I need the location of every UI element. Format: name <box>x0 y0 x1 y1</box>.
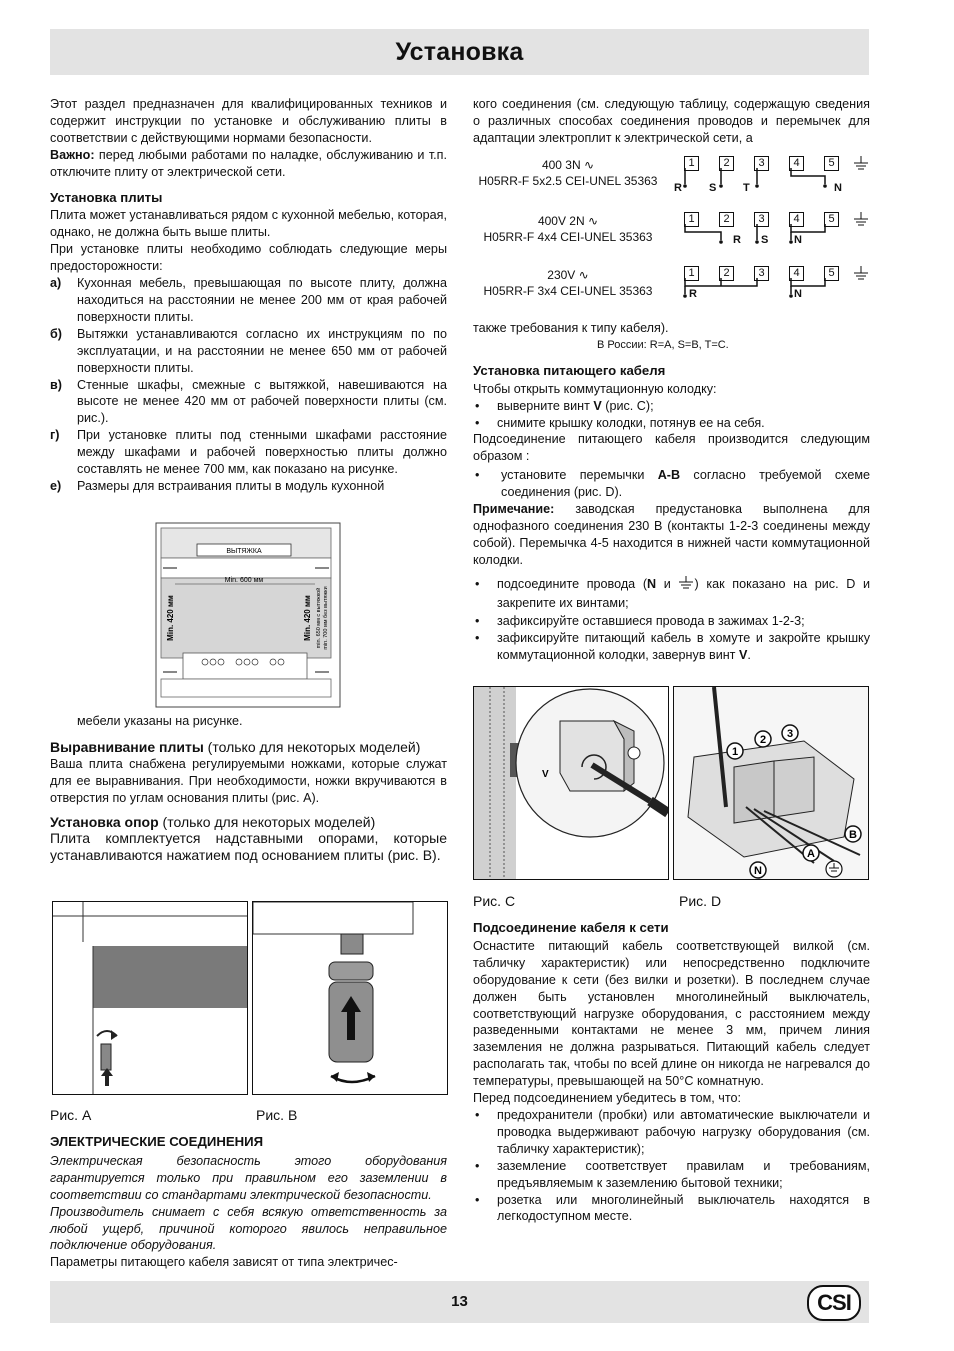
terminal-box: 5 <box>824 212 839 227</box>
terminal-box: 2 <box>719 212 734 227</box>
terminal-box: 3 <box>754 266 769 281</box>
left-column-lower <box>50 713 447 864</box>
list-item <box>473 1107 870 1158</box>
voltage-label: 230V <box>547 268 576 282</box>
terminal-box: 4 <box>789 156 804 171</box>
text-part: А-В <box>657 468 681 483</box>
electric-section <box>50 1134 447 1271</box>
list-item <box>473 630 870 664</box>
terminal-box: 1 <box>684 212 699 227</box>
cable-requirement: также требования к типу кабеля). <box>473 321 669 335</box>
fig-b-caption: Рис. В <box>256 1107 298 1123</box>
text-part: ) как показано на рис. D и закрепите их винтами; <box>497 576 871 610</box>
installation-diagram <box>155 522 341 708</box>
net-p1: Оснастите питающий кабель соответствующей вилкой (см. табличку характеристик) или непосредственно подключите оборудование к сети (без вилки и розетки). В последнем случае должен быть установлен многолинейный выключатель, соответствующий нагрузке оборудования, с расстоянием между разведенными контактами не менее 3 мм, причем линия заземления не должна разрываться. Питающий кабель следует располагать так, чтобы по всей длине он никогда не нагревался до температуры, превышающей на 50°С комнатную. <box>473 938 870 1089</box>
list-item <box>473 1158 870 1192</box>
ac-wave-icon: ∿ <box>578 268 589 282</box>
wiring-row <box>473 210 870 258</box>
text-part: подсоедините провода ( <box>497 576 648 591</box>
min-650-label: min. 650 мм с вытяжкой <box>316 587 322 649</box>
text-part: согласно требуемой схеме соединения (рис. D). <box>501 468 870 500</box>
furniture-tail: мебели указаны на рисунке. <box>77 714 243 728</box>
wire-label: N <box>794 288 802 300</box>
min-420-left-label: Min. 420 мм <box>166 595 175 641</box>
level-text: Ваша плита снабжена регулируемыми ножками, которые служат для ее выравнивания. При необходимости, ножки вкручиваются в отверстия по углам основания плиты (рис. А). <box>50 756 447 805</box>
min-700-label: min. 700 мм без вытяжки <box>323 586 329 650</box>
wire-label: S <box>709 182 717 194</box>
terminal-box: 2 <box>719 156 734 171</box>
list-text: заземление соответствует правилам и требованиям, предъявляемым к заземлению бытовой техники; <box>497 1158 870 1190</box>
list-item <box>473 467 870 501</box>
footer-bar <box>50 1281 869 1323</box>
wire-label: R <box>674 182 682 194</box>
voltage-label: 400 3N <box>541 158 581 172</box>
terminal-box: 5 <box>824 156 839 171</box>
level-heading-line <box>50 739 447 756</box>
list-text <box>497 398 870 415</box>
cable-label: H05RR-F 3x4 CEI-UNEL 35363 <box>483 284 653 298</box>
list-text: Кухонная мебель, превышающая по высоте плиту, должна находиться на расстоянии не менее 200 мм от края рабочей поверхности плиты. <box>77 276 447 324</box>
electric-italic-2: Производитель снимает с себя всякую ответственность за любой ущерб, причиной которого явилось неправильное подключение оборудования. <box>50 1204 447 1253</box>
list-item <box>50 427 447 478</box>
wire-label: R <box>689 288 697 300</box>
voltage-label: 400V 2N <box>537 214 585 228</box>
earth-icon <box>826 861 842 877</box>
wire-label: T <box>743 182 750 194</box>
fig-d-label: 3 <box>786 728 794 740</box>
wire-label: N <box>834 182 842 194</box>
terminal-diagram <box>681 154 871 202</box>
note-label: Примечание: <box>473 502 555 517</box>
list-text <box>497 575 870 613</box>
wiring-label <box>473 267 663 299</box>
list-marker: б) <box>50 326 62 341</box>
figure-d <box>673 686 869 880</box>
bullet: • <box>475 415 480 430</box>
csi-logo: CSI <box>807 1285 861 1321</box>
cable-label: H05RR-F 4x4 CEI-UNEL 35363 <box>483 230 653 244</box>
right-column-top <box>473 96 870 147</box>
terminal-box: 4 <box>789 266 804 281</box>
terminal-box: 5 <box>824 266 839 281</box>
text-part: зафиксируйте питающий кабель в хомуте и закройте крышку коммутационной колодки, завернув винт <box>497 630 870 662</box>
min-600-label: Min. 600 мм <box>224 577 264 584</box>
text-part: V <box>593 398 602 413</box>
figure-c <box>473 686 669 880</box>
install-p1: Плита может устанавливаться рядом с кухонной мебелью, которая, однако, не должна быть выше плиты. <box>50 208 447 240</box>
figure-a <box>52 901 248 1095</box>
bullet: • <box>475 1192 480 1207</box>
list-item <box>50 377 447 428</box>
terminal-box: 1 <box>684 156 699 171</box>
terminal-box: 3 <box>754 156 769 171</box>
install-p2: При установке плиты необходимо соблюдать следующие меры предосторожности: <box>50 242 447 274</box>
list-text: снимите крышку колодки, потянув ее на себя. <box>497 415 765 430</box>
header-bar <box>50 29 869 75</box>
wiring-label <box>473 157 663 189</box>
list-text <box>497 467 870 501</box>
list-marker: а) <box>50 276 62 291</box>
list-item <box>473 1192 870 1226</box>
bullet: • <box>475 613 480 628</box>
fig-c-caption: Рис. С <box>473 893 516 909</box>
power-p1: Чтобы открыть коммутационную колодку: <box>473 381 717 396</box>
bullet: • <box>475 1107 480 1122</box>
supports-note: (только для некоторых моделей) <box>158 813 376 830</box>
list-item <box>473 415 870 432</box>
wire-label: S <box>761 234 769 246</box>
fig-d-label: 2 <box>759 734 767 746</box>
terminal-box: 3 <box>754 212 769 227</box>
bullet: • <box>475 1158 480 1173</box>
russia-note: В России: R=A, S=B, T=C. <box>597 338 729 351</box>
install-heading: Установка плиты <box>50 189 163 205</box>
figure-c-illustration <box>474 687 668 879</box>
supports-text: Плита комплектуется надставными опорами, которые устанавливаются нажатием под основанием плиты (рис. В). <box>50 830 447 864</box>
supports-heading-line <box>50 814 447 831</box>
list-item <box>50 275 447 326</box>
fig-d-label: B <box>849 829 857 841</box>
power-p2: Подсоединение питающего кабеля производится следующим образом : <box>473 432 870 464</box>
note-paragraph <box>473 501 870 569</box>
ac-wave-icon: ∿ <box>583 158 595 172</box>
earth-icon <box>854 156 868 169</box>
fig-d-caption: Рис. D <box>679 893 722 909</box>
list-marker: в) <box>50 377 62 392</box>
text-part: выверните винт <box>497 398 594 413</box>
terminal-box: 4 <box>789 212 804 227</box>
figure-a-illustration <box>53 902 247 1094</box>
terminal-diagram <box>681 264 871 312</box>
text-part: установите перемычки <box>501 468 658 483</box>
fig-d-label: 1 <box>731 746 739 758</box>
earth-icon <box>854 266 868 279</box>
text-part: N <box>647 576 657 591</box>
list-item <box>473 613 870 630</box>
hood-label: ВЫТЯЖКА <box>226 548 262 555</box>
level-note: (только для некоторых моделей) <box>203 738 421 755</box>
wire-label: R <box>733 234 741 246</box>
list-item <box>473 398 870 415</box>
electric-italic-1: Электрическая безопасность этого оборудования гарантируется только при правильном его заземлении в соответствии со стандартами электрической безопасности. <box>50 1153 447 1202</box>
min-420-right-label: Min. 420 мм <box>303 595 312 641</box>
fig-a-caption: Рис. А <box>50 1107 92 1123</box>
wiring-row <box>473 264 870 312</box>
figure-b <box>252 901 448 1095</box>
text-part: V <box>738 647 748 662</box>
level-heading: Выравнивание плиты <box>50 738 204 755</box>
bullet: • <box>475 630 480 645</box>
list-text <box>497 630 870 664</box>
terminal-box: 1 <box>684 266 699 281</box>
fig-c-v-label: V <box>542 769 549 780</box>
list-text: предохранители (пробки) или автоматические выключатели и проводка выдерживают рабочую нагрузку оборудования (см. табличку характеристик); <box>497 1107 870 1156</box>
note-text: заводская предустановка выполнена для однофазного соединения 230 В (контакты 1-2-3 соединены между собой). Перемычка 4-5 находится в нижней части коммутационной колодки. <box>473 502 870 567</box>
power-heading: Установка питающего кабеля <box>473 362 666 378</box>
cable-label: H05RR-F 5x2.5 CEI-UNEL 35363 <box>478 174 658 188</box>
list-text: Стенные шкафы, смежные с вытяжкой, навешиваются на высоте не менее 420 мм от рабочей поверхности плиты (см. рис.). <box>77 377 447 426</box>
net-p2: Перед подсоединением убедитесь в том, что: <box>473 1091 741 1106</box>
important-paragraph <box>50 147 447 181</box>
wiring-row <box>473 154 870 202</box>
earth-icon <box>854 212 868 225</box>
intro-text: Этот раздел предназначен для квалифицированных техников и содержит инструкции по установке и обслуживанию плиты в соответствии с действующими нормами безопасности. <box>50 97 447 145</box>
fig-d-label: A <box>807 848 815 860</box>
page-number: 13 <box>451 1293 468 1310</box>
fig-d-label: N <box>754 865 762 877</box>
left-column <box>50 96 447 495</box>
figure-d-illustration <box>674 687 868 879</box>
list-text: розетка или многолинейный выключатель находятся в легкодоступном месте. <box>497 1192 870 1224</box>
right-column-main <box>473 320 870 663</box>
wiring-table <box>473 154 870 310</box>
bullet: • <box>475 576 480 591</box>
network-section <box>473 920 870 1225</box>
list-item <box>50 478 447 495</box>
earth-icon <box>678 576 694 590</box>
bullet: • <box>475 468 480 483</box>
list-text: Размеры для встраивания плиты в модуль кухонной <box>77 478 385 493</box>
terminal-box: 2 <box>719 266 734 281</box>
text-part: . <box>747 647 751 662</box>
text-part: (рис. С); <box>601 398 654 413</box>
bullet: • <box>475 398 480 413</box>
important-text: перед любыми работами по наладке, обслуживанию и т.п. отключите плиту от электрической сети. <box>50 147 448 179</box>
terminal-diagram <box>681 210 871 258</box>
right-continuation: кого соединения (см. следующую таблицу, содержащую сведения о различных способах соединения проводов и перемычек для адаптации электроплит к электрической сети, а <box>473 97 870 145</box>
page-title: Установка <box>395 37 524 66</box>
list-item <box>473 575 870 613</box>
electric-heading: ЭЛЕКТРИЧЕСКИЕ СОЕДИНЕНИЯ <box>50 1134 264 1149</box>
list-text: Вытяжки устанавливаются согласно их инструкциям по по эксплуатации, и на расстоянии не менее 650 мм от рабочей поверхности плиты. <box>77 326 447 375</box>
wiring-label <box>473 213 663 245</box>
figure-b-illustration <box>253 902 447 1094</box>
net-heading: Подсоединение кабеля к сети <box>473 920 669 935</box>
electric-paragraph: Параметры питающего кабеля зависят от типа электричес- <box>50 1255 398 1270</box>
wire-label: N <box>794 234 802 246</box>
supports-heading: Установка опор <box>50 813 159 830</box>
important-label: Важно: <box>50 147 95 162</box>
list-text: зафиксируйте оставшиеся провода в зажимах 1-2-3; <box>497 613 805 628</box>
list-marker: г) <box>50 428 60 443</box>
list-text: При установке плиты под стенными шкафами расстояние между шкафами и рабочей поверхностью плиты должно составлять не менее 700 мм, как показано на рисунке. <box>77 428 447 477</box>
ac-wave-icon: ∿ <box>587 214 599 228</box>
list-item <box>50 326 447 377</box>
list-marker: е) <box>50 478 62 493</box>
text-part: и <box>656 576 679 591</box>
